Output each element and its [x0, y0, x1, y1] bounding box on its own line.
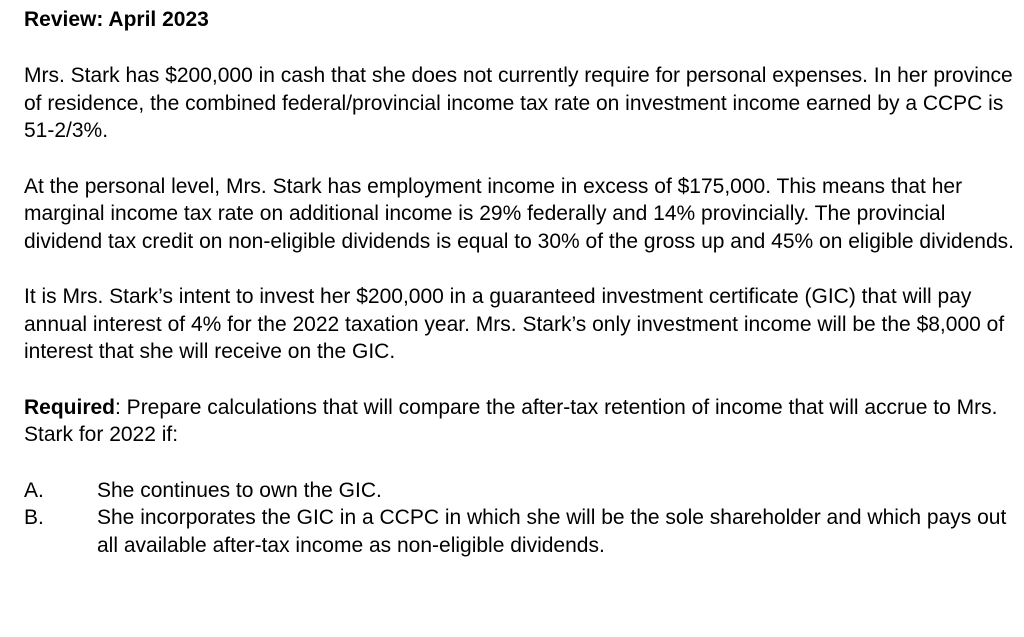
required-paragraph: [24, 394, 1014, 449]
paragraph-gic-investment: It is Mrs. Stark’s intent to invest her $200,000 in a guaranteed investment certificate (GIC) that will pay annual interest of 4% for the 2022 taxation year. Mrs. Stark’s only investment income will be the $8,000 of interest that she will receive on the GIC.: [24, 285, 1005, 363]
document-title: Review: April 2023: [24, 8, 209, 31]
option-item-a: [24, 477, 1014, 505]
paragraph-personal-tax-rates: At the personal level, Mrs. Stark has employment income in excess of $175,000. This means that her marginal income tax rate on additional income is 29% federally and 14% provincially. The provincial dividend tax credit on non-eligible dividends is equal to 30% of the gross up and 45% on eligible dividends.: [24, 174, 1014, 253]
document-page: [24, 6, 1014, 559]
required-text: : Prepare calculations that will compare the after-tax retention of income that will accrue to Mrs. Stark for 2022 if:: [24, 395, 998, 446]
option-text: She continues to own the GIC.: [97, 478, 382, 502]
paragraph-cash-and-ccpc-rate: Mrs. Stark has $200,000 in cash that she does not currently require for personal expenses. In her province of residence, the combined federal/provincial income tax rate on investment income earned by a CCPC is 51-2/3%.: [24, 64, 1013, 142]
option-text: She incorporates the GIC in a CCPC in which she will be the sole shareholder and which pays out all available after-tax income as non-eligible dividends.: [97, 506, 1007, 557]
required-label: Required: [24, 395, 116, 419]
option-item-b: [24, 504, 1014, 559]
options-list: [24, 477, 1014, 560]
option-marker: A.: [24, 478, 44, 502]
option-marker: B.: [24, 506, 44, 529]
